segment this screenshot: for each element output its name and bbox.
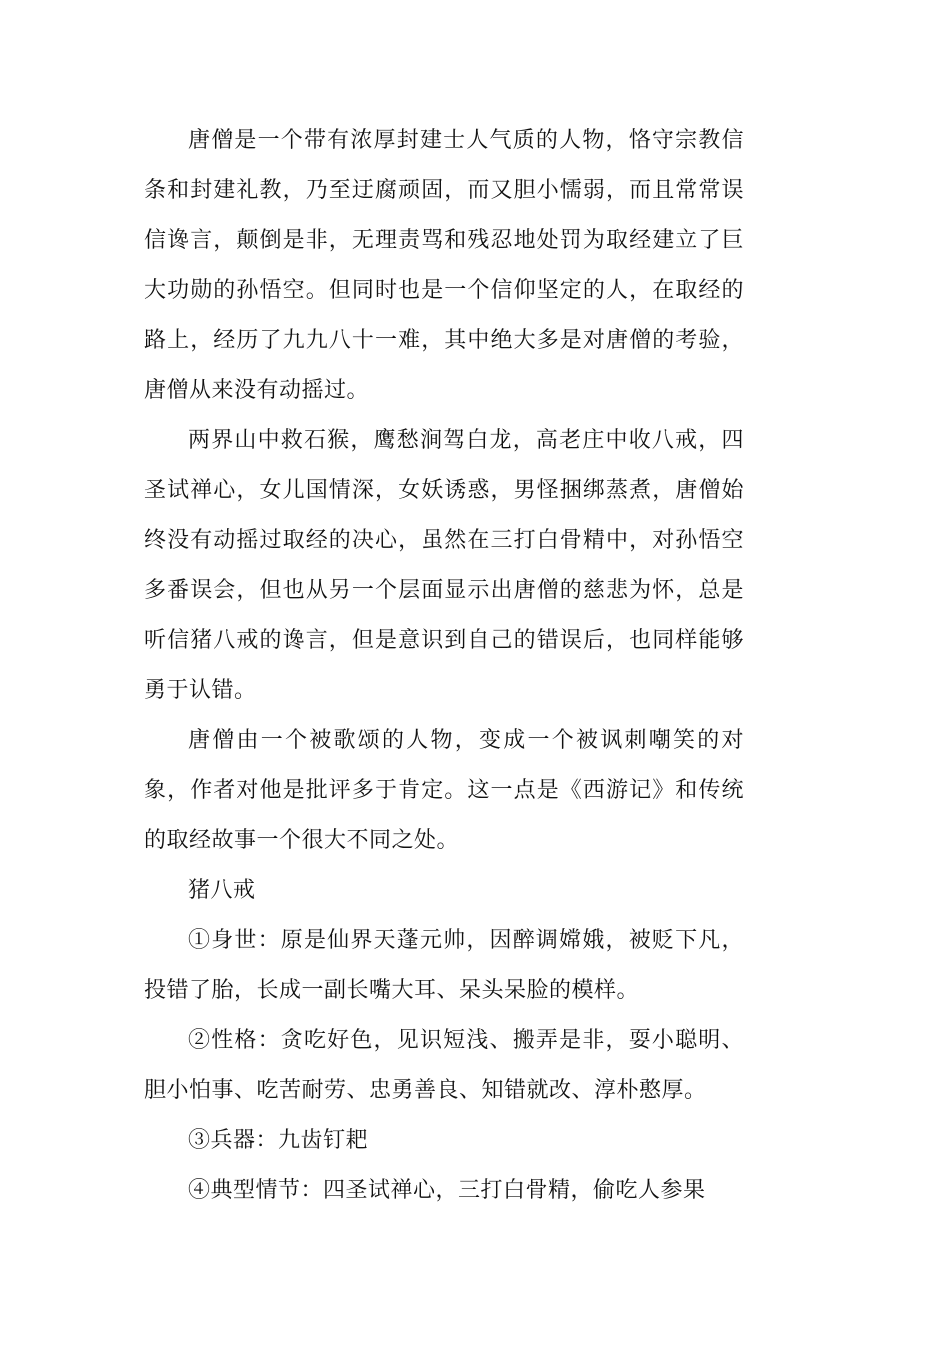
paragraph-bajie-personality: ②性格：贪吃好色，见识短浅、搬弄是非，耍小聪明、胆小怕事、吃苦耐劳、忠勇善良、知错就改、淳朴憨厚。 <box>144 1028 744 1103</box>
document-body <box>144 116 744 1216</box>
paragraph-bajie-origin: ①身世：原是仙界天蓬元帅，因醉调嫦娥，被贬下凡，投错了胎，长成一副长嘴大耳、呆头呆脸的模样。 <box>144 928 744 1003</box>
paragraph-tang-seng-portrayal: 唐僧由一个被歌颂的人物，变成一个被讽刺嘲笑的对象，作者对他是批评多于肯定。这一点是《西游记》和传统的取经故事一个很大不同之处。 <box>144 728 744 853</box>
paragraph-bajie-episodes: ④典型情节：四圣试禅心，三打白骨精，偷吃人参果 <box>188 1178 706 1203</box>
paragraph-tang-seng-trials: 两界山中救石猴，鹰愁涧驾白龙，高老庄中收八戒，四圣试禅心，女儿国情深，女妖诱惑，男怪捆绑蒸煮，唐僧始终没有动摇过取经的决心，虽然在三打白骨精中，对孙悟空多番误会，但也从另一个层面显示出唐僧的慈悲为怀，总是听信猪八戒的谗言，但是意识到自己的错误后，也同样能够勇于认错。 <box>144 428 744 703</box>
heading-zhu-bajie: 猪八戒 <box>188 878 256 903</box>
paragraph-bajie-weapon: ③兵器：九齿钉耙 <box>188 1128 369 1153</box>
paragraph-tang-seng-character: 唐僧是一个带有浓厚封建士人气质的人物，恪守宗教信条和封建礼教，乃至迂腐顽固，而又胆小懦弱，而且常常误信谗言，颠倒是非，无理责骂和残忍地处罚为取经建立了巨大功勋的孙悟空。但同时也是一个信仰坚定的人，在取经的路上，经历了九九八十一难，其中绝大多是对唐僧的考验，唐僧从来没有动摇过。 <box>144 128 744 403</box>
